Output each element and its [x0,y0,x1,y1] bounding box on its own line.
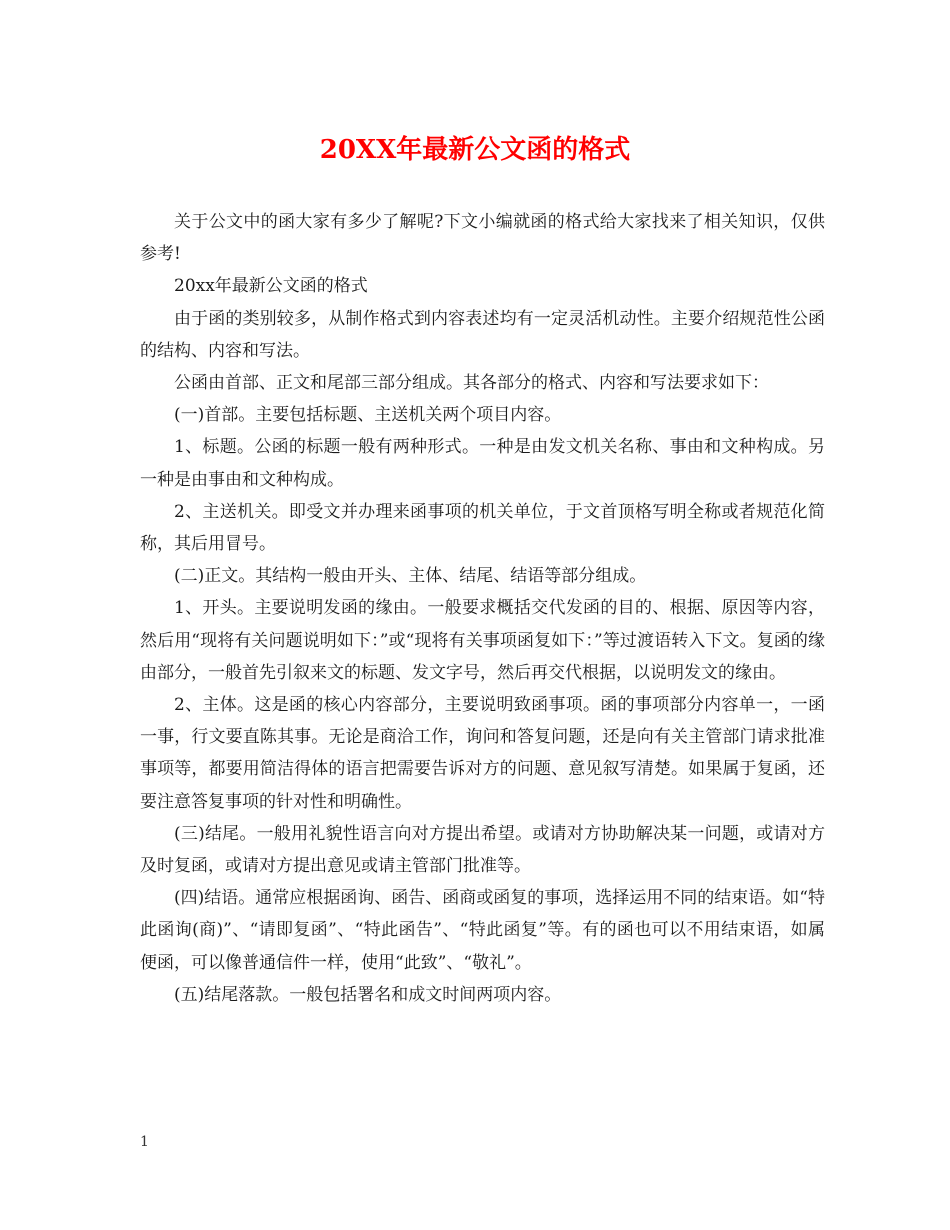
paragraph-title-item: 1、标题。公函的标题一般有两种形式。一种是由发文机关名称、事由和文种构成。另一种是由事由和文种构成。 [140,437,825,490]
paragraph-subtitle: 20xx年最新公文函的格式 [174,276,368,297]
paragraph-header-section: (一)首部。主要包括标题、主送机关两个项目内容。 [174,405,562,426]
paragraph-ending-section: (三)结尾。一般用礼貌性语言向对方提出希望。或请对方协助解决某一问题，或请对方及时复函，或请对方提出意见或请主管部门批准等。 [140,823,825,877]
paragraph-opening-item: 1、开头。主要说明发函的缘由。一般要求概括交代发函的目的、根据、原因等内容，然后用“现将有关问题说明如下：”或“现将有关事项函复如下：”等过渡语转入下文。复函的缘由部分，一般首先引叙来文的标题、发文字号，然后再交代根据，以说明发文的缘由。 [140,598,825,683]
document-body [140,206,825,1011]
paragraph-intro: 关于公文中的函大家有多少了解呢?下文小编就函的格式给大家找来了相关知识，仅供参考! [140,212,825,265]
page-number: 1 [140,1134,149,1150]
paragraph-main-item: 2、主体。这是函的核心内容部分，主要说明致函事项。函的事项部分内容单一，一函一事，行文要直陈其事。无论是商洽工作，询问和答复问题，还是向有关主管部门请求批准事项等，都要用简洁得体的语言把需要告诉对方的问题、意见叙写清楚。如果属于复函，还要注意答复事项的针对性和明确性。 [140,695,825,812]
paragraph-overview: 由于函的类别较多，从制作格式到内容表述均有一定灵活机动性。主要介绍规范性公函的结构、内容和写法。 [140,308,825,361]
paragraph-recipient-item: 2、主送机关。即受文并办理来函事项的机关单位，于文首顶格写明全称或者规范化简称，其后用冒号。 [140,501,825,555]
document-title: 20XX年最新公文函的格式 [319,135,631,165]
paragraph-body-section: (二)正文。其结构一般由开头、主体、结尾、结语等部分组成。 [174,566,647,587]
paragraph-closing-words-section: (四)结语。通常应根据函询、函告、函商或函复的事项，选择运用不同的结束语。如“特此函询(商)”、“请即复函”、“特此函告”、“特此函复”等。有的函也可以不用结束语，如属便函，可以像普通信件一样，使用“此致”、“敬礼”。 [140,888,825,973]
paragraph-signature-section: (五)结尾落款。一般包括署名和成文时间两项内容。 [174,984,562,1005]
paragraph-composition: 公函由首部、正文和尾部三部分组成。其各部分的格式、内容和写法要求如下： [174,373,769,394]
